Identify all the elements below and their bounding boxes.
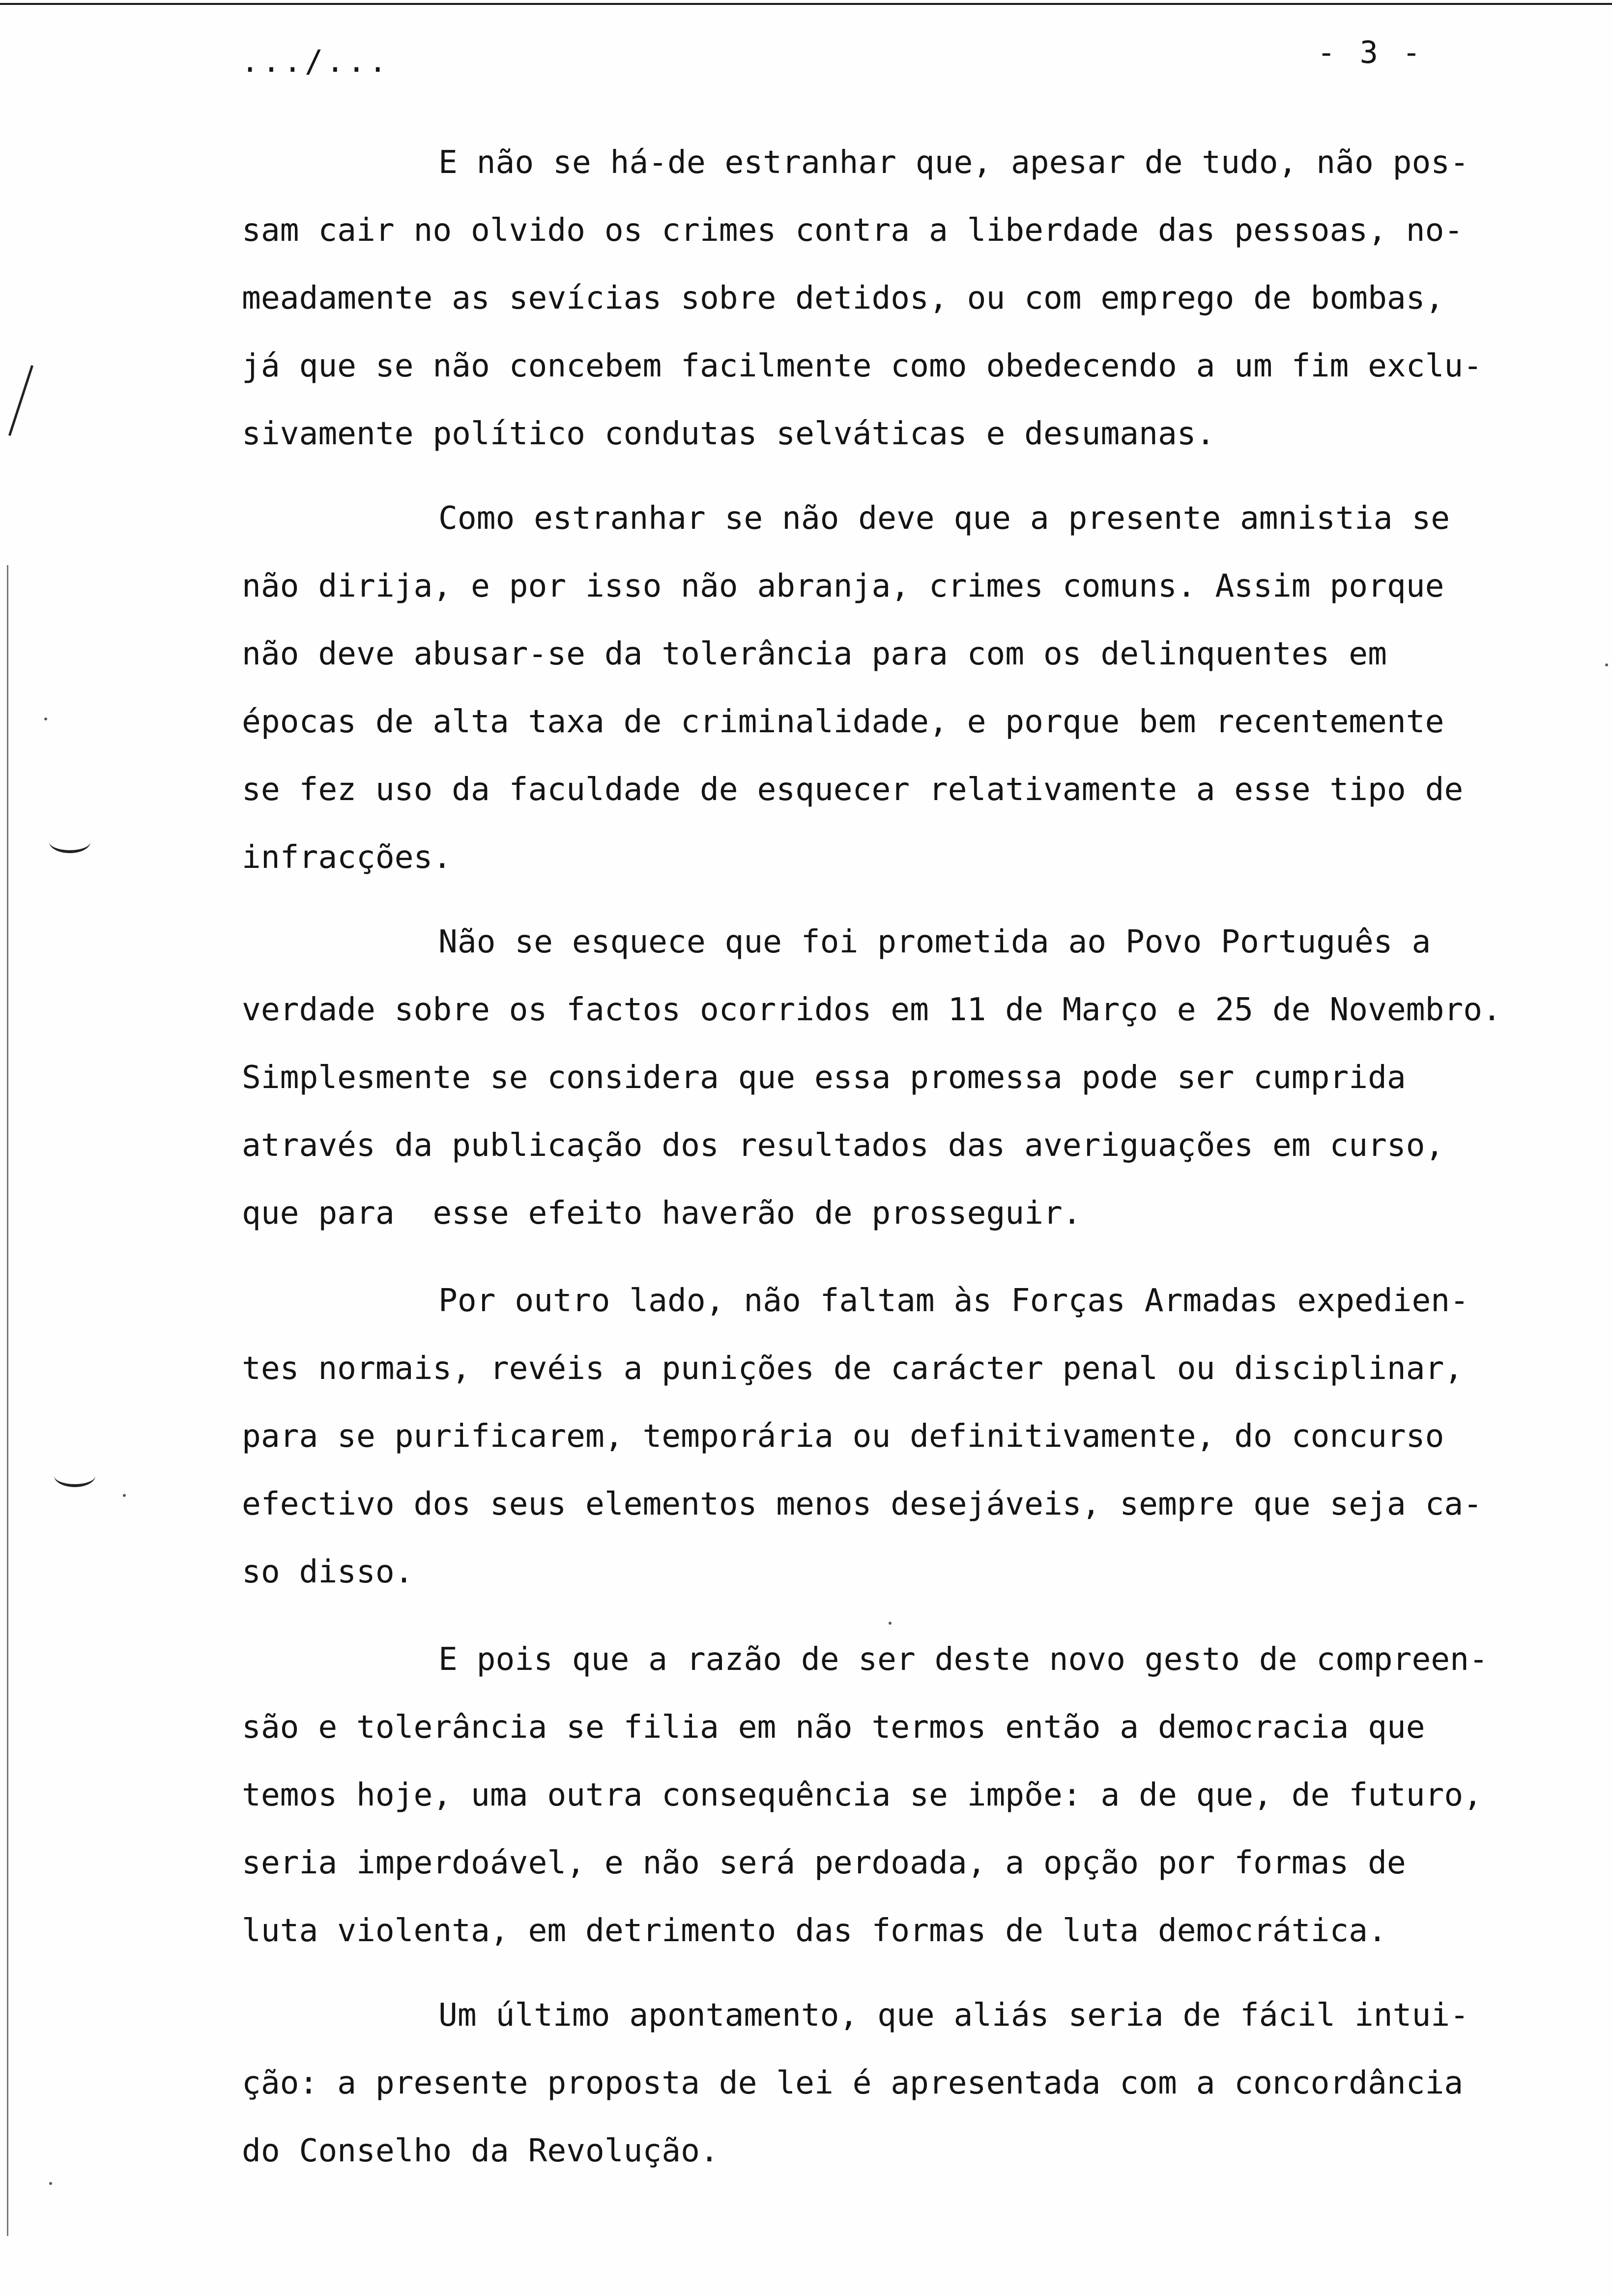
text-line: verdade sobre os factos ocorridos em 11 de Março e 25 de Novembro. [242,991,1501,1028]
text-line: Por outro lado, não faltam às Forças Armadas expedien- [438,1282,1469,1319]
text-line: ção: a presente proposta de lei é apresentada com a concordância [242,2065,1464,2101]
text-line: E pois que a razão de ser deste novo gesto de compreen- [438,1641,1488,1678]
paragraph [242,1981,1579,2185]
paragraph [242,1267,1579,1606]
paragraph [242,1626,1579,1965]
text-line: E não se há-de estranhar que, apesar de tudo, não pos- [438,144,1469,181]
text-line: não deve abusar-se da tolerância para com os delinquentes em [242,635,1387,672]
paragraph [242,908,1579,1247]
paragraph-spacing [242,468,1579,485]
text-line: não dirija, e por isso não abranja, crimes comuns. Assim porque [242,568,1444,604]
page-number: - 3 - [1317,34,1424,70]
text-line: já que se não concebem facilmente como obedecendo a um fim exclu- [242,347,1483,384]
text-line: Como estranhar se não deve que a presente amnistia se [438,500,1450,537]
text-line: seria imperdoável, e não será perdoada, a opção por formas de [242,1844,1406,1881]
text-line: do Conselho da Revolução. [242,2132,719,2169]
text-line: Um último apontamento, que aliás seria de fácil intui- [438,1997,1469,2034]
text-line: efectivo dos seus elementos menos desejáveis, sempre que seja ca- [242,1486,1483,1522]
document-body [242,129,1579,2185]
text-line: épocas de alta taxa de criminalidade, e porque bem recentemente [242,703,1444,740]
margin-arc-mark [49,831,90,853]
scan-speck [49,2182,52,2185]
text-line: sivamente político condutas selváticas e desumanas. [242,415,1215,452]
paragraph-spacing [242,1965,1579,1981]
text-line: para se purificarem, temporária ou definitivamente, do concurso [242,1418,1444,1455]
text-line: Simplesmente se considera que essa promessa pode ser cumprida [242,1059,1406,1096]
margin-arc-mark [54,1464,95,1487]
paragraph-spacing [242,891,1579,908]
text-line: infracções. [242,839,452,876]
scan-speck [123,1494,126,1497]
text-line: são e tolerância se filia em não termos então a democracia que [242,1709,1425,1746]
paragraph [242,485,1579,891]
text-line: tes normais, revéis a punições de carácter penal ou disciplinar, [242,1350,1464,1387]
margin-pen-stroke [8,365,33,436]
text-line: so disso. [242,1553,414,1590]
margin-binding-line [7,565,8,2236]
top-edge-line [0,3,1612,5]
text-line: luta violenta, em detrimento das formas de luta democrática. [242,1912,1387,1949]
text-line: sam cair no olvido os crimes contra a liberdade das pessoas, no- [242,212,1464,249]
text-line: através da publicação dos resultados das averiguações em curso, [242,1127,1444,1164]
scan-speck [44,718,47,720]
scan-speck [1605,663,1608,666]
text-line: temos hoje, uma outra consequência se impõe: a de que, de futuro, [242,1777,1483,1813]
text-line: meadamente as sevícias sobre detidos, ou com emprego de bombas, [242,280,1444,316]
paragraph-spacing [242,1606,1579,1626]
paragraph-spacing [242,1247,1579,1267]
text-line: que para esse efeito haverão de prosseguir. [242,1195,1082,1232]
text-line: Não se esquece que foi prometida ao Povo Português a [438,923,1431,960]
text-line: se fez uso da faculdade de esquecer relativamente a esse tipo de [242,771,1464,808]
continuation-marker: .../... [241,43,390,79]
paragraph [242,129,1579,468]
